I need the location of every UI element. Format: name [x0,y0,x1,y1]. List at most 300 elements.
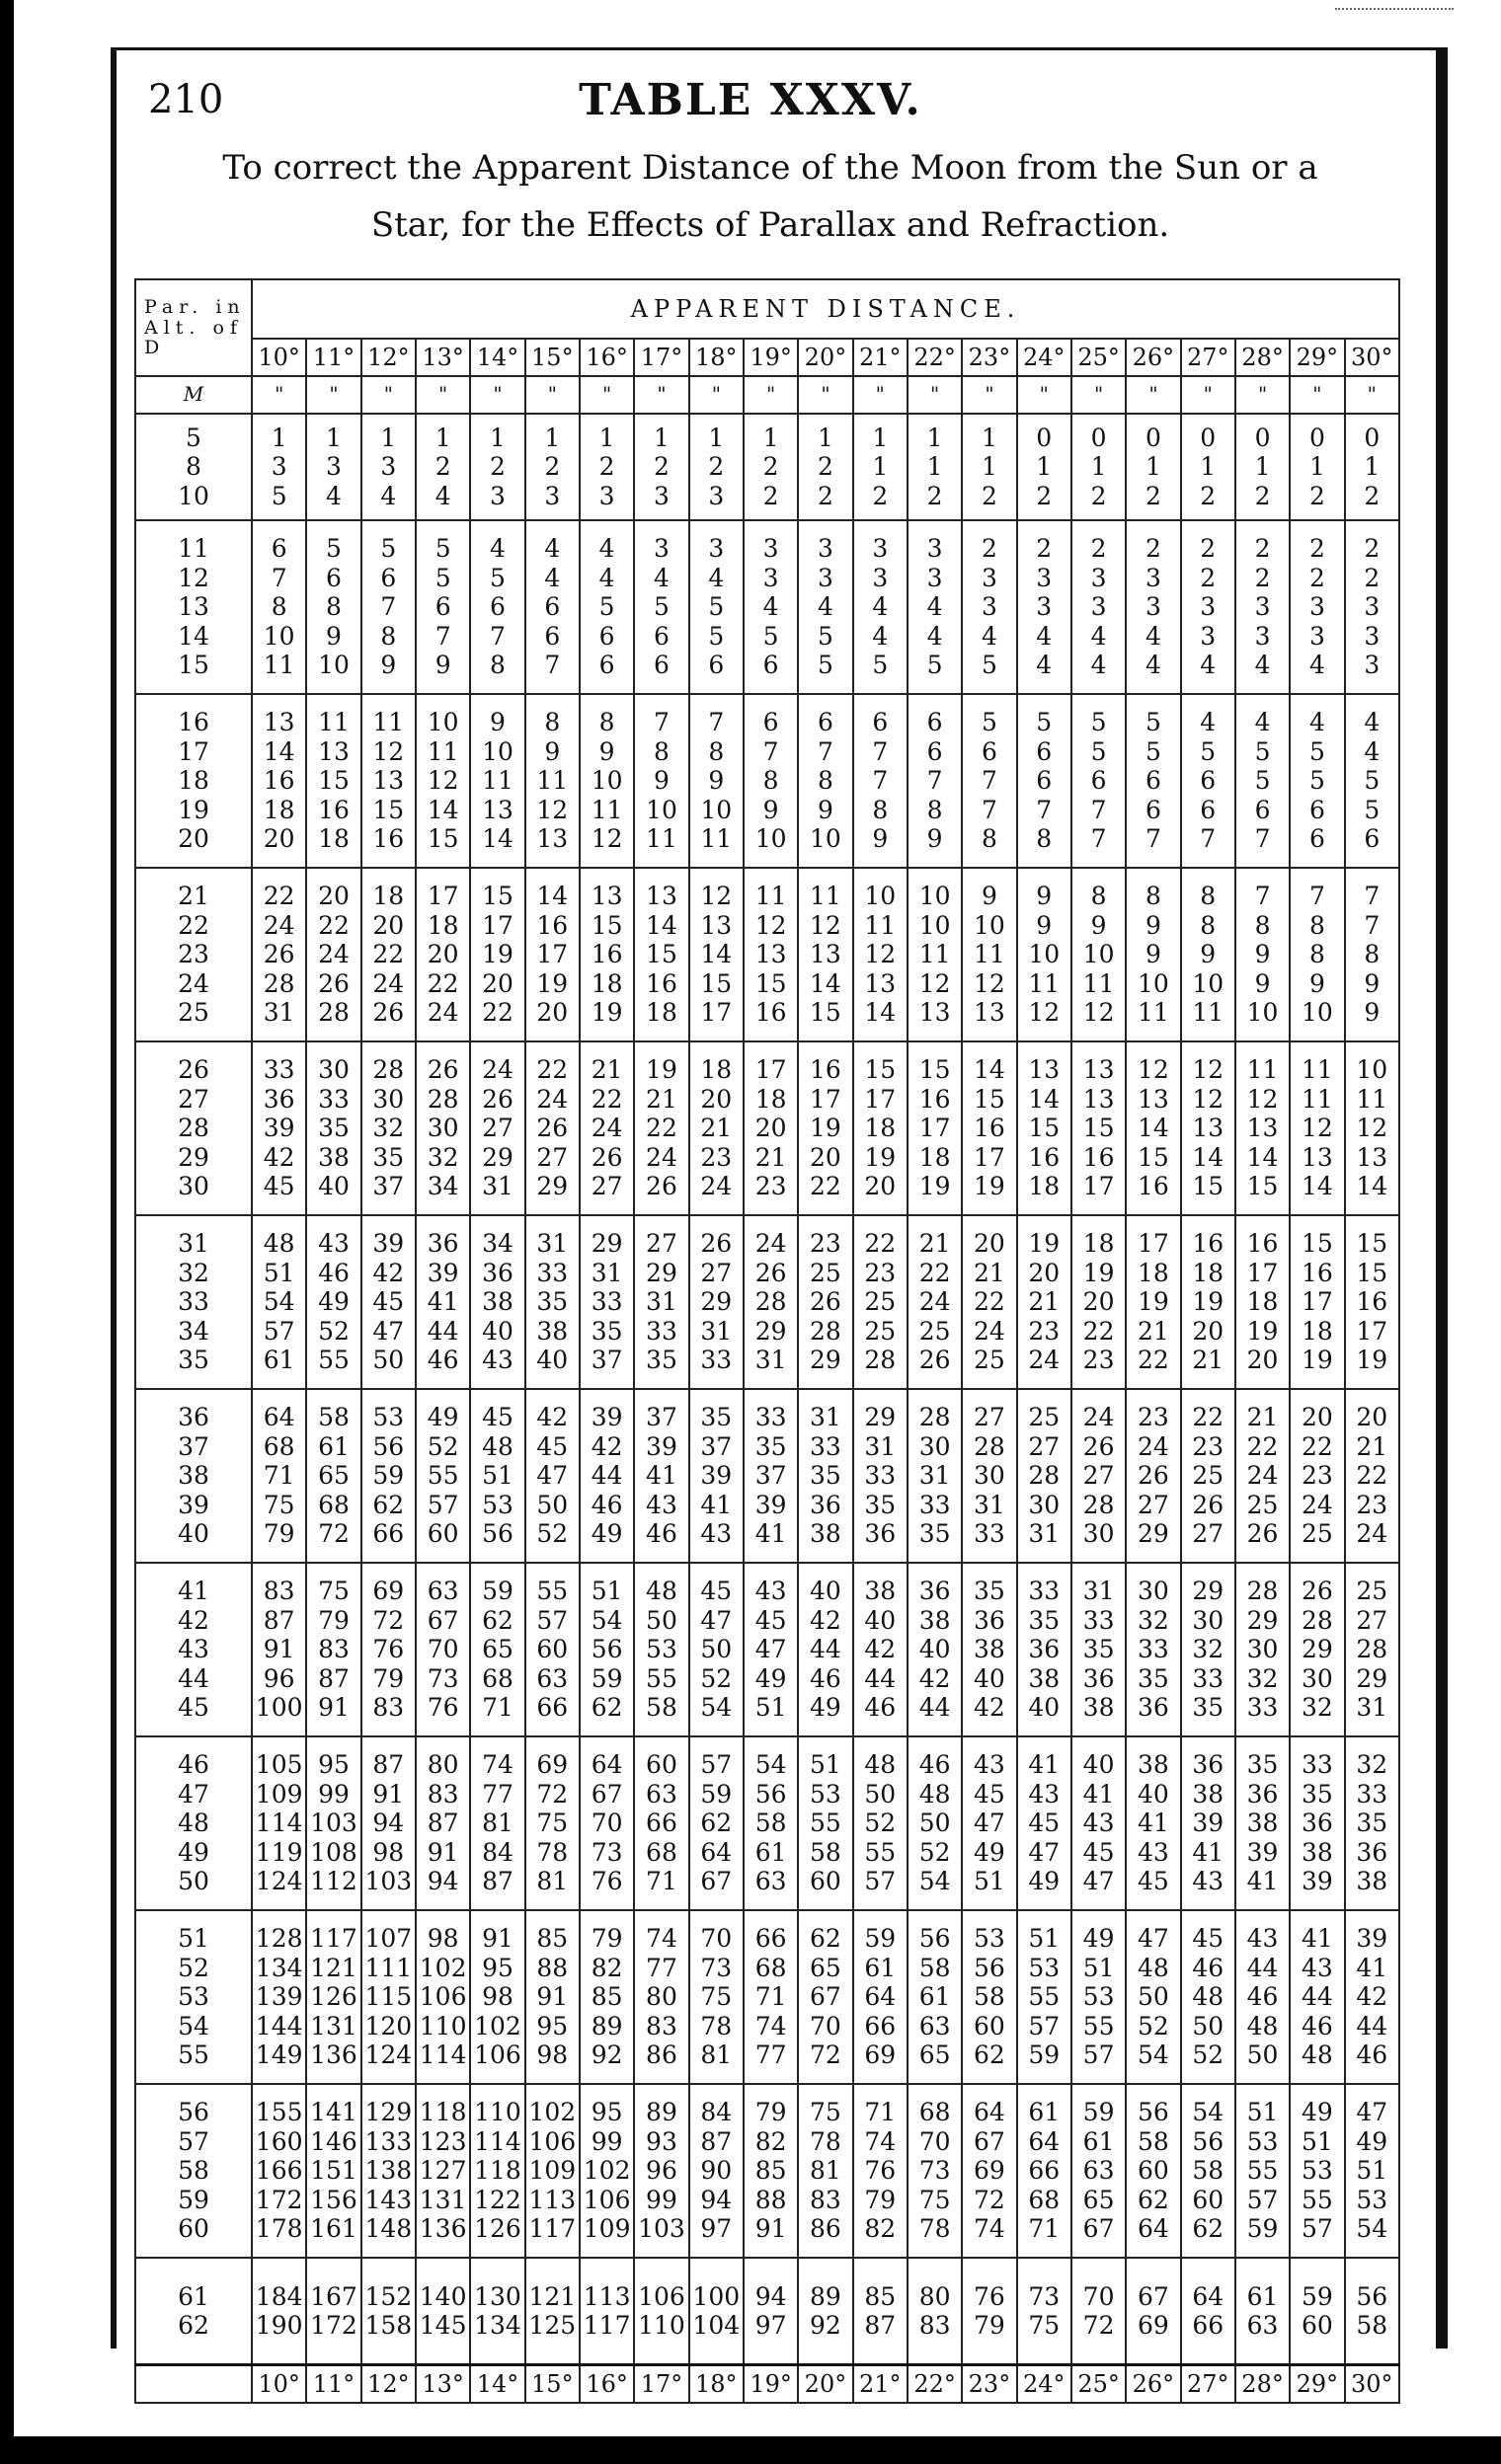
correction-cell: 3 3 4 4 5 [908,520,962,694]
correction-cell: 113 117 [580,2258,634,2365]
correction-cell: 11 13 15 16 18 [306,694,360,868]
correction-cell: 184 190 [252,2258,306,2365]
correction-cell: 38 40 41 43 45 [1126,1736,1180,1910]
correction-cell: 24 26 28 29 31 [744,1215,798,1389]
correction-cell: 141 146 151 156 161 [306,2084,360,2258]
degree-footer-row [135,2365,1399,2404]
correction-cell: 105 109 114 119 124 [252,1736,306,1910]
correction-cell: 102 106 109 113 117 [525,2084,580,2258]
correction-cell: 56 58 61 63 65 [908,1910,962,2084]
degree-header: 23° [962,339,1016,376]
degree-header: 14° [470,339,524,376]
correction-cell: 11 12 13 14 15 [798,868,852,1041]
correction-cell: 0 1 2 [1126,414,1180,520]
correction-cell: 17 18 20 21 23 [744,1041,798,1215]
degree-header: 22° [908,339,962,376]
degree-header: 15° [525,339,580,376]
altitude-parallax-cell: 36 37 38 39 40 [135,1389,252,1563]
correction-cell: 70 73 75 78 81 [689,1910,744,2084]
altitude-parallax-cell: 26 27 28 29 30 [135,1041,252,1215]
correction-cell: 2 3 3 4 4 [1017,520,1071,694]
table-row-group [135,1910,1399,2084]
correction-cell: 0 1 2 [1290,414,1344,520]
degree-footer: 10° [252,2365,306,2404]
correction-cell: 21 22 24 25 26 [1235,1389,1290,1563]
correction-cell: 27 29 31 33 35 [634,1215,688,1389]
unit-seconds: " [1017,376,1071,414]
degree-header: 10° [252,339,306,376]
correction-cell: 76 79 [962,2258,1016,2365]
correction-cell: 18 19 20 22 23 [1071,1215,1126,1389]
correction-cell: 13 14 16 18 20 [252,694,306,868]
correction-cell: 1 1 2 [853,414,908,520]
correction-cell: 6 7 8 10 11 [252,520,306,694]
correction-cell: 5 6 6 7 8 [1017,694,1071,868]
correction-cell: 6 7 8 9 10 [744,694,798,868]
degree-header: 26° [1126,339,1180,376]
correction-cell: 51 54 56 59 62 [580,1563,634,1736]
correction-cell: 11 11 12 13 14 [1290,1041,1344,1215]
correction-cell: 51 53 55 58 60 [798,1736,852,1910]
scan-edge [0,2436,1501,2464]
correction-cell: 6 7 8 9 10 [798,694,852,868]
correction-cell: 24 26 27 28 30 [1071,1389,1126,1563]
unit-minutes: M [135,376,252,414]
table-row-group [135,1563,1399,1736]
correction-cell: 67 69 [1126,2258,1180,2365]
degree-footer: 30° [1345,2365,1399,2404]
correction-cell: 74 77 80 83 86 [634,1910,688,2084]
correction-cell: 15 15 16 17 19 [1345,1215,1399,1389]
correction-cell: 43 45 47 49 51 [962,1736,1016,1910]
correction-cell: 3 4 5 5 6 [689,520,744,694]
correction-cell: 25 27 28 29 31 [1345,1563,1399,1736]
alt-header-line-3: D [144,337,166,359]
degree-header: 30° [1345,339,1399,376]
correction-cell: 21 22 24 26 27 [580,1041,634,1215]
correction-cell: 15 17 19 20 22 [470,868,524,1041]
correction-cell: 8 9 10 11 12 [1071,868,1126,1041]
correction-cell: 3 4 5 6 6 [634,520,688,694]
unit-seconds: " [1235,376,1290,414]
degree-footer: 29° [1290,2365,1344,2404]
alt-header-line-1: Par. in [144,295,246,318]
correction-cell: 4 5 6 6 7 [1181,694,1235,868]
degree-header: 11° [306,339,360,376]
correction-cell: 29 30 32 33 35 [1181,1563,1235,1736]
correction-cell: 5 5 6 6 7 [1126,694,1180,868]
correction-cell: 43 44 46 48 50 [1235,1910,1290,2084]
correction-cell: 1 2 2 [744,414,798,520]
correction-cell: 43 45 47 49 51 [744,1563,798,1736]
correction-cell: 16 17 18 19 20 [1235,1215,1290,1389]
correction-cell: 53 56 58 60 62 [962,1910,1016,2084]
degree-footer: 21° [853,2365,908,2404]
correction-cell: 29 31 33 35 36 [853,1389,908,1563]
correction-table [134,278,1400,2404]
correction-cell: 75 79 83 87 91 [306,1563,360,1736]
altitude-parallax-cell: 41 42 43 44 45 [135,1563,252,1736]
correction-cell: 5 5 6 7 9 [416,520,470,694]
correction-cell: 23 24 26 27 29 [1126,1389,1180,1563]
correction-cell: 0 1 2 [1235,414,1290,520]
correction-cell: 107 111 115 120 124 [361,1910,416,2084]
correction-cell: 56 58 [1345,2258,1399,2365]
correction-cell: 155 160 166 172 178 [252,2084,306,2258]
altitude-parallax-cell: 11 12 13 14 15 [135,520,252,694]
correction-cell: 64 67 70 73 76 [580,1736,634,1910]
correction-cell: 5 5 6 7 7 [1071,694,1126,868]
correction-cell: 37 39 41 43 46 [634,1389,688,1563]
degree-header: 18° [689,339,744,376]
correction-cell: 85 87 [853,2258,908,2365]
correction-cell: 4 5 5 6 7 [1235,694,1290,868]
correction-cell: 89 92 [798,2258,852,2365]
correction-cell: 117 121 126 131 136 [306,1910,360,2084]
correction-cell: 30 32 33 35 36 [1126,1563,1180,1736]
correction-cell: 31 33 35 36 38 [798,1389,852,1563]
unit-row [135,376,1399,414]
correction-cell: 39 42 44 46 49 [580,1389,634,1563]
correction-cell: 38 40 42 44 46 [853,1563,908,1736]
correction-cell: 79 82 85 89 92 [580,1910,634,2084]
degree-header: 29° [1290,339,1344,376]
correction-cell: 80 83 87 91 94 [416,1736,470,1910]
correction-cell: 4 5 5 6 6 [1290,694,1344,868]
unit-seconds: " [1071,376,1126,414]
correction-cell: 13 14 15 16 18 [1017,1041,1071,1215]
correction-cell: 83 87 91 96 100 [252,1563,306,1736]
table-body [135,414,1399,2365]
correction-cell: 48 51 54 57 61 [252,1215,306,1389]
degree-footer: 24° [1017,2365,1071,2404]
correction-cell: 1 1 2 [908,414,962,520]
correction-cell: 60 63 66 68 71 [634,1736,688,1910]
unit-seconds: " [306,376,360,414]
footer-blank [135,2365,252,2404]
correction-cell: 13 13 15 16 17 [1071,1041,1126,1215]
correction-cell: 62 65 67 70 72 [798,1910,852,2084]
correction-cell: 10 11 12 14 15 [416,694,470,868]
correction-cell: 33 35 36 38 40 [1017,1563,1071,1736]
correction-cell: 73 75 [1017,2258,1071,2365]
correction-cell: 29 31 33 35 37 [580,1215,634,1389]
correction-cell: 167 172 [306,2258,360,2365]
correction-cell: 40 42 44 46 49 [798,1563,852,1736]
correction-cell: 27 28 30 31 33 [962,1389,1016,1563]
unit-seconds: " [908,376,962,414]
correction-cell: 152 158 [361,2258,416,2365]
correction-cell: 47 49 51 53 54 [1345,2084,1399,2258]
correction-cell: 0 1 2 [1345,414,1399,520]
correction-cell: 15 16 17 18 19 [908,1041,962,1215]
degree-footer: 28° [1235,2365,1290,2404]
correction-cell: 140 145 [416,2258,470,2365]
correction-cell: 8 9 9 10 11 [1126,868,1180,1041]
correction-cell: 1 2 3 [689,414,744,520]
correction-cell: 35 36 38 40 42 [962,1563,1016,1736]
altitude-parallax-cell: 56 57 58 59 60 [135,2084,252,2258]
correction-cell: 9 10 11 13 14 [470,694,524,868]
correction-cell: 22 23 25 25 28 [853,1215,908,1389]
correction-cell: 8 9 10 11 12 [580,694,634,868]
correction-cell: 26 27 29 31 33 [689,1215,744,1389]
unit-seconds: " [1345,376,1399,414]
correction-cell: 7 7 8 9 9 [1345,868,1399,1041]
correction-cell: 89 93 96 99 103 [634,2084,688,2258]
correction-cell: 10 11 12 13 14 [1345,1041,1399,1215]
correction-cell: 4 4 6 6 7 [525,520,580,694]
unit-seconds: " [634,376,688,414]
correction-cell: 47 48 50 52 54 [1126,1910,1180,2084]
correction-cell: 106 110 [634,2258,688,2365]
correction-cell: 61 63 [1235,2258,1290,2365]
correction-cell: 2 2 3 3 3 [1345,520,1399,694]
degree-footer: 18° [689,2365,744,2404]
degree-footer: 14° [470,2365,524,2404]
correction-cell: 39 41 42 44 46 [1345,1910,1399,2084]
correction-cell: 41 43 44 46 48 [1290,1910,1344,2084]
degree-header: 28° [1235,339,1290,376]
table-row-group [135,414,1399,520]
correction-cell: 2 2 3 3 4 [1290,520,1344,694]
unit-seconds: " [361,376,416,414]
correction-cell: 22 23 25 26 27 [1181,1389,1235,1563]
degree-header: 20° [798,339,852,376]
correction-cell: 12 12 13 14 15 [1181,1041,1235,1215]
unit-seconds: " [962,376,1016,414]
alt-column-header [135,279,252,376]
correction-cell: 16 18 19 20 21 [1181,1215,1235,1389]
correction-cell: 71 74 76 79 82 [853,2084,908,2258]
correction-cell: 21 22 24 25 26 [908,1215,962,1389]
correction-cell: 64 68 71 75 79 [252,1389,306,1563]
correction-cell: 95 99 103 108 112 [306,1736,360,1910]
correction-cell: 35 37 39 41 43 [689,1389,744,1563]
table-row-group [135,2258,1399,2365]
correction-cell: 36 38 39 41 43 [1181,1736,1235,1910]
correction-cell: 48 50 53 55 58 [634,1563,688,1736]
correction-cell: 14 15 16 17 19 [962,1041,1016,1215]
unit-seconds: " [470,376,524,414]
correction-cell: 49 51 53 55 57 [1290,2084,1344,2258]
table-row-group [135,1736,1399,1910]
correction-cell: 33 35 36 38 39 [1290,1736,1344,1910]
correction-cell: 25 27 28 30 31 [1017,1389,1071,1563]
correction-cell: 53 56 59 62 66 [361,1389,416,1563]
correction-cell: 1 3 4 [306,414,360,520]
correction-cell: 1 1 2 [962,414,1016,520]
degree-header: 24° [1017,339,1071,376]
unit-seconds: " [1290,376,1344,414]
correction-cell: 59 61 63 65 67 [1071,2084,1126,2258]
correction-cell: 2 2 3 3 4 [1235,520,1290,694]
correction-cell: 129 133 138 143 148 [361,2084,416,2258]
correction-cell: 54 56 58 60 62 [1181,2084,1235,2258]
correction-cell: 79 82 85 88 91 [744,2084,798,2258]
correction-cell: 130 134 [470,2258,524,2365]
correction-cell: 31 33 35 36 38 [1071,1563,1126,1736]
correction-cell: 49 51 53 55 57 [1071,1910,1126,2084]
correction-cell: 26 28 30 32 34 [416,1041,470,1215]
correction-cell: 19 21 22 24 26 [634,1041,688,1215]
correction-cell: 100 104 [689,2258,744,2365]
correction-cell: 121 125 [525,2258,580,2365]
degree-header: 21° [853,339,908,376]
page-number: 210 [148,77,224,122]
unit-seconds: " [744,376,798,414]
degree-header: 17° [634,339,688,376]
correction-cell: 64 67 69 72 74 [962,2084,1016,2258]
table-row-group [135,1389,1399,1563]
correction-cell: 74 77 81 84 87 [470,1736,524,1910]
degree-header-row [135,339,1399,376]
degree-header: 27° [1181,339,1235,376]
scan-mark [1335,8,1454,16]
correction-cell: 17 18 20 22 24 [416,868,470,1041]
correction-cell: 1 2 3 [580,414,634,520]
correction-cell: 45 48 51 53 56 [470,1389,524,1563]
correction-cell: 51 53 55 57 59 [1017,1910,1071,2084]
correction-cell: 11 12 13 15 16 [744,868,798,1041]
correction-cell: 1 2 3 [470,414,524,520]
correction-cell: 0 1 2 [1181,414,1235,520]
unit-seconds: " [525,376,580,414]
correction-cell: 28 30 31 33 35 [908,1389,962,1563]
correction-cell: 35 36 38 39 41 [1235,1736,1290,1910]
degree-header: 12° [361,339,416,376]
degree-header: 25° [1071,339,1126,376]
unit-seconds: " [252,376,306,414]
correction-cell: 63 67 70 73 76 [416,1563,470,1736]
correction-cell: 19 20 21 23 24 [1017,1215,1071,1389]
correction-cell: 22 24 26 27 29 [525,1041,580,1215]
correction-cell: 3 3 4 5 5 [798,520,852,694]
correction-cell: 43 46 49 52 55 [306,1215,360,1389]
correction-cell: 57 59 62 64 67 [689,1736,744,1910]
correction-cell: 2 3 3 4 4 [1126,520,1180,694]
correction-cell: 69 72 76 79 83 [361,1563,416,1736]
correction-cell: 68 70 73 75 78 [908,2084,962,2258]
correction-cell: 55 57 60 63 66 [525,1563,580,1736]
correction-cell: 118 123 127 131 136 [416,2084,470,2258]
altitude-parallax-cell: 16 17 18 19 20 [135,694,252,868]
table-row-group [135,1041,1399,1215]
correction-cell: 0 1 2 [1071,414,1126,520]
degree-footer: 15° [525,2365,580,2404]
degree-footer: 22° [908,2365,962,2404]
correction-cell: 59 61 64 66 69 [853,1910,908,2084]
unit-seconds: " [853,376,908,414]
correction-cell: 61 64 66 68 71 [1017,2084,1071,2258]
correction-cell: 4 4 5 5 6 [1345,694,1399,868]
correction-cell: 9 9 10 11 12 [1017,868,1071,1041]
degree-footer: 16° [580,2365,634,2404]
correction-cell: 94 97 [744,2258,798,2365]
correction-cell: 4 5 6 7 8 [470,520,524,694]
correction-cell: 11 12 13 15 16 [361,694,416,868]
altitude-parallax-cell: 5 8 10 [135,414,252,520]
correction-cell: 84 87 90 94 97 [689,2084,744,2258]
degree-footer: 12° [361,2365,416,2404]
correction-cell: 28 30 32 35 37 [361,1041,416,1215]
correction-cell: 2 3 3 4 5 [962,520,1016,694]
correction-cell: 0 1 2 [1017,414,1071,520]
degree-header: 19° [744,339,798,376]
correction-cell: 10 11 12 13 14 [853,868,908,1041]
correction-cell: 80 83 [908,2258,962,2365]
unit-seconds: " [416,376,470,414]
correction-cell: 5 6 7 8 9 [361,520,416,694]
correction-cell: 14 16 17 19 20 [525,868,580,1041]
altitude-parallax-cell: 31 32 33 34 35 [135,1215,252,1389]
correction-cell: 23 25 26 28 29 [798,1215,852,1389]
table-description-line-1: To correct the Apparent Distance of the Moon from the Sun or a [222,148,1318,188]
degree-footer: 11° [306,2365,360,2404]
correction-cell: 2 3 3 4 4 [1071,520,1126,694]
correction-cell: 7 8 9 10 11 [634,694,688,868]
correction-cell: 16 17 19 20 22 [798,1041,852,1215]
altitude-parallax-cell: 21 22 23 24 25 [135,868,252,1041]
correction-cell: 46 48 50 52 54 [908,1736,962,1910]
correction-cell: 6 7 7 8 9 [853,694,908,868]
correction-cell: 32 33 35 36 38 [1345,1736,1399,1910]
correction-cell: 91 95 98 102 106 [470,1910,524,2084]
correction-cell: 5 6 7 7 8 [962,694,1016,868]
degree-footer: 23° [962,2365,1016,2404]
correction-cell: 22 24 26 28 31 [252,868,306,1041]
unit-seconds: " [798,376,852,414]
correction-cell: 48 50 52 55 57 [853,1736,908,1910]
correction-cell: 5 6 8 9 10 [306,520,360,694]
correction-cell: 70 72 [1071,2258,1126,2365]
correction-cell: 7 8 9 9 10 [1235,868,1290,1041]
correction-cell: 1 2 4 [416,414,470,520]
correction-cell: 30 33 35 38 40 [306,1041,360,1215]
table-row-group [135,1215,1399,1389]
correction-cell: 39 42 45 47 50 [361,1215,416,1389]
correction-cell: 69 72 75 78 81 [525,1736,580,1910]
table-row-group [135,520,1399,694]
correction-cell: 87 91 94 98 103 [361,1736,416,1910]
correction-cell: 10 10 11 12 13 [908,868,962,1041]
correction-cell: 98 102 106 110 114 [416,1910,470,2084]
degree-header: 13° [416,339,470,376]
correction-cell: 15 16 17 18 19 [1290,1215,1344,1389]
correction-cell: 66 68 71 74 77 [744,1910,798,2084]
correction-cell: 36 38 40 42 44 [908,1563,962,1736]
correction-cell: 12 13 14 15 17 [689,868,744,1041]
correction-cell: 8 9 11 12 13 [525,694,580,868]
correction-cell: 15 17 18 19 20 [853,1041,908,1215]
correction-cell: 75 78 81 83 86 [798,2084,852,2258]
table-description-line-2: Star, for the Effects of Parallax and Refraction. [370,205,1170,245]
unit-seconds: " [1181,376,1235,414]
degree-footer: 17° [634,2365,688,2404]
correction-cell: 13 15 16 18 19 [580,868,634,1041]
correction-cell: 45 46 48 50 52 [1181,1910,1235,2084]
correction-cell: 26 28 29 30 32 [1290,1563,1344,1736]
correction-cell: 59 60 [1290,2258,1344,2365]
correction-cell: 54 56 58 61 63 [744,1736,798,1910]
correction-cell: 20 21 22 23 24 [1345,1389,1399,1563]
correction-cell: 64 66 [1181,2258,1235,2365]
table-row-group [135,868,1399,1041]
unit-seconds: " [1126,376,1180,414]
degree-footer: 27° [1181,2365,1235,2404]
correction-cell: 110 114 118 122 126 [470,2084,524,2258]
correction-cell: 1 2 2 [798,414,852,520]
